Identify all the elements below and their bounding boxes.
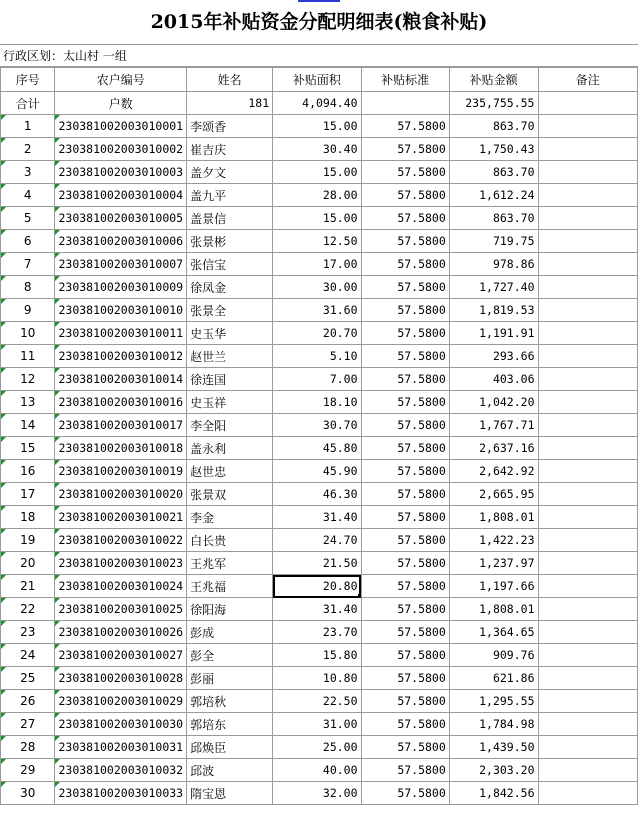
row-number-cell[interactable]: 4: [1, 184, 55, 207]
area-cell[interactable]: 10.80: [273, 667, 361, 690]
name-cell[interactable]: 邱波: [187, 759, 273, 782]
standard-cell[interactable]: 57.5800: [361, 230, 449, 253]
area-cell[interactable]: 31.40: [273, 506, 361, 529]
remark-cell[interactable]: [538, 667, 638, 690]
name-cell[interactable]: 王兆军: [187, 552, 273, 575]
table-row: [1, 529, 638, 552]
amount-cell[interactable]: 1,197.66: [449, 575, 538, 598]
amount-cell[interactable]: 2,642.92: [449, 460, 538, 483]
total-remark-cell[interactable]: [538, 92, 638, 115]
table-row: [1, 391, 638, 414]
remark-cell[interactable]: [538, 391, 638, 414]
amount-cell[interactable]: 863.70: [449, 115, 538, 138]
area-cell[interactable]: 12.50: [273, 230, 361, 253]
row-number-cell[interactable]: 17: [1, 483, 55, 506]
area-cell[interactable]: 17.00: [273, 253, 361, 276]
table-row: [1, 230, 638, 253]
amount-cell[interactable]: 1,808.01: [449, 598, 538, 621]
households-count-cell[interactable]: 181: [187, 92, 273, 115]
table-row: [1, 713, 638, 736]
name-cell[interactable]: 彭全: [187, 644, 273, 667]
table-row: [1, 575, 638, 598]
row-number-cell[interactable]: 18: [1, 506, 55, 529]
table-row: [1, 437, 638, 460]
amount-cell[interactable]: 1,042.20: [449, 391, 538, 414]
table-row: [1, 552, 638, 575]
remark-cell[interactable]: [538, 483, 638, 506]
amount-cell[interactable]: 863.70: [449, 207, 538, 230]
name-cell[interactable]: 赵世忠: [187, 460, 273, 483]
row-number-cell[interactable]: 14: [1, 414, 55, 437]
table-row: [1, 483, 638, 506]
row-number-cell[interactable]: 5: [1, 207, 55, 230]
remark-cell[interactable]: [538, 299, 638, 322]
name-cell[interactable]: 史玉华: [187, 322, 273, 345]
row-number-cell[interactable]: 19: [1, 529, 55, 552]
row-number-cell[interactable]: 1: [1, 115, 55, 138]
standard-cell[interactable]: 57.5800: [361, 322, 449, 345]
total-area-cell[interactable]: 4,094.40: [273, 92, 361, 115]
name-cell[interactable]: 赵世兰: [187, 345, 273, 368]
amount-cell[interactable]: 1,612.24: [449, 184, 538, 207]
name-cell[interactable]: 徐阳海: [187, 598, 273, 621]
row-number-cell[interactable]: 15: [1, 437, 55, 460]
standard-cell[interactable]: 57.5800: [361, 483, 449, 506]
table-row: [1, 322, 638, 345]
amount-cell[interactable]: 403.06: [449, 368, 538, 391]
table-row: [1, 736, 638, 759]
amount-cell[interactable]: 1,750.43: [449, 138, 538, 161]
header-cell-remark[interactable]: 备注: [538, 68, 638, 92]
area-cell[interactable]: 24.70: [273, 529, 361, 552]
area-cell[interactable]: 45.90: [273, 460, 361, 483]
row-number-cell[interactable]: 6: [1, 230, 55, 253]
household-id-cell[interactable]: 230381002003010011: [55, 322, 187, 345]
name-cell[interactable]: 王兆福: [187, 575, 273, 598]
table-row: [1, 759, 638, 782]
remark-cell[interactable]: [538, 368, 638, 391]
household-id-cell[interactable]: 230381002003010019: [55, 460, 187, 483]
page-title: 2015年补贴资金分配明细表(粮食补贴): [0, 0, 638, 45]
remark-cell[interactable]: [538, 598, 638, 621]
row-number-cell[interactable]: 30: [1, 782, 55, 805]
remark-cell[interactable]: [538, 690, 638, 713]
area-cell[interactable]: 32.00: [273, 782, 361, 805]
remark-cell[interactable]: [538, 207, 638, 230]
amount-cell[interactable]: 1,364.65: [449, 621, 538, 644]
area-cell[interactable]: 30.70: [273, 414, 361, 437]
row-number-cell[interactable]: 10: [1, 322, 55, 345]
area-cell[interactable]: 21.50: [273, 552, 361, 575]
remark-cell[interactable]: [538, 184, 638, 207]
standard-cell[interactable]: 57.5800: [361, 184, 449, 207]
household-id-cell[interactable]: 230381002003010014: [55, 368, 187, 391]
name-cell[interactable]: 李颂香: [187, 115, 273, 138]
name-cell[interactable]: 彭丽: [187, 667, 273, 690]
standard-cell[interactable]: 57.5800: [361, 138, 449, 161]
standard-cell[interactable]: 57.5800: [361, 782, 449, 805]
row-number-cell[interactable]: 29: [1, 759, 55, 782]
header-cell-id[interactable]: 农户编号: [55, 68, 187, 92]
header-cell-name[interactable]: 姓名: [187, 68, 273, 92]
row-number-cell[interactable]: 25: [1, 667, 55, 690]
header-cell-amount[interactable]: 补贴金额: [449, 68, 538, 92]
row-number-cell[interactable]: 13: [1, 391, 55, 414]
area-cell[interactable]: 20.80: [273, 575, 361, 598]
row-number-cell[interactable]: 3: [1, 161, 55, 184]
standard-cell[interactable]: 57.5800: [361, 391, 449, 414]
remark-cell[interactable]: [538, 782, 638, 805]
household-id-cell[interactable]: 230381002003010027: [55, 644, 187, 667]
name-cell[interactable]: 白长贵: [187, 529, 273, 552]
household-id-cell[interactable]: 230381002003010007: [55, 253, 187, 276]
remark-cell[interactable]: [538, 230, 638, 253]
household-id-cell[interactable]: 230381002003010024: [55, 575, 187, 598]
amount-cell[interactable]: 1,767.71: [449, 414, 538, 437]
row-number-cell[interactable]: 2: [1, 138, 55, 161]
household-id-cell[interactable]: 230381002003010010: [55, 299, 187, 322]
table-row: [1, 253, 638, 276]
area-cell[interactable]: 5.10: [273, 345, 361, 368]
household-id-cell[interactable]: 230381002003010003: [55, 161, 187, 184]
standard-cell[interactable]: 57.5800: [361, 115, 449, 138]
remark-cell[interactable]: [538, 253, 638, 276]
total-row: [1, 92, 638, 115]
household-id-cell[interactable]: 230381002003010009: [55, 276, 187, 299]
amount-cell[interactable]: 1,808.01: [449, 506, 538, 529]
table-row: [1, 667, 638, 690]
amount-cell[interactable]: 863.70: [449, 161, 538, 184]
name-cell[interactable]: 盖永利: [187, 437, 273, 460]
household-id-cell[interactable]: 230381002003010020: [55, 483, 187, 506]
name-cell[interactable]: 崔吉庆: [187, 138, 273, 161]
household-id-cell[interactable]: 230381002003010002: [55, 138, 187, 161]
region-label: 行政区划：太山村 一组: [0, 45, 638, 67]
area-cell[interactable]: 23.70: [273, 621, 361, 644]
amount-cell[interactable]: 1,191.91: [449, 322, 538, 345]
remark-cell[interactable]: [538, 414, 638, 437]
name-cell[interactable]: 隋宝恩: [187, 782, 273, 805]
row-number-cell[interactable]: 20: [1, 552, 55, 575]
area-cell[interactable]: 45.80: [273, 437, 361, 460]
standard-cell[interactable]: 57.5800: [361, 621, 449, 644]
amount-cell[interactable]: 1,422.23: [449, 529, 538, 552]
remark-cell[interactable]: [538, 759, 638, 782]
household-id-cell[interactable]: 230381002003010004: [55, 184, 187, 207]
household-id-cell[interactable]: 230381002003010022: [55, 529, 187, 552]
amount-cell[interactable]: 1,842.56: [449, 782, 538, 805]
standard-cell[interactable]: 57.5800: [361, 759, 449, 782]
area-cell[interactable]: 7.00: [273, 368, 361, 391]
row-number-cell[interactable]: 9: [1, 299, 55, 322]
standard-cell[interactable]: 57.5800: [361, 460, 449, 483]
area-cell[interactable]: 30.00: [273, 276, 361, 299]
standard-cell[interactable]: 57.5800: [361, 529, 449, 552]
row-number-cell[interactable]: 12: [1, 368, 55, 391]
table-row: [1, 207, 638, 230]
total-label-cell[interactable]: 合计: [1, 92, 55, 115]
name-cell[interactable]: 徐凤金: [187, 276, 273, 299]
standard-cell[interactable]: 57.5800: [361, 644, 449, 667]
household-id-cell[interactable]: 230381002003010023: [55, 552, 187, 575]
standard-cell[interactable]: 57.5800: [361, 598, 449, 621]
remark-cell[interactable]: [538, 138, 638, 161]
row-number-cell[interactable]: 16: [1, 460, 55, 483]
table-row: [1, 644, 638, 667]
remark-cell[interactable]: [538, 115, 638, 138]
standard-cell[interactable]: 57.5800: [361, 575, 449, 598]
standard-cell[interactable]: 57.5800: [361, 667, 449, 690]
name-cell[interactable]: 李全阳: [187, 414, 273, 437]
standard-cell[interactable]: 57.5800: [361, 368, 449, 391]
table-row: [1, 782, 638, 805]
household-id-cell[interactable]: 230381002003010012: [55, 345, 187, 368]
remark-cell[interactable]: [538, 644, 638, 667]
name-cell[interactable]: 彭成: [187, 621, 273, 644]
table-row: [1, 621, 638, 644]
table-row: [1, 506, 638, 529]
remark-cell[interactable]: [538, 713, 638, 736]
name-cell[interactable]: 盖九平: [187, 184, 273, 207]
household-id-cell[interactable]: 230381002003010029: [55, 690, 187, 713]
name-cell[interactable]: 郭培秋: [187, 690, 273, 713]
amount-cell[interactable]: 978.86: [449, 253, 538, 276]
name-cell[interactable]: 张景彬: [187, 230, 273, 253]
household-id-cell[interactable]: 230381002003010021: [55, 506, 187, 529]
name-cell[interactable]: 盖夕文: [187, 161, 273, 184]
amount-cell[interactable]: 1,295.55: [449, 690, 538, 713]
row-number-cell[interactable]: 23: [1, 621, 55, 644]
name-cell[interactable]: 盖景信: [187, 207, 273, 230]
standard-cell[interactable]: 57.5800: [361, 736, 449, 759]
household-id-cell[interactable]: 230381002003010030: [55, 713, 187, 736]
amount-cell[interactable]: 1,819.53: [449, 299, 538, 322]
area-cell[interactable]: 28.00: [273, 184, 361, 207]
table-row: [1, 690, 638, 713]
remark-cell[interactable]: [538, 552, 638, 575]
amount-cell[interactable]: 293.66: [449, 345, 538, 368]
remark-cell[interactable]: [538, 345, 638, 368]
name-cell[interactable]: 徐连国: [187, 368, 273, 391]
remark-cell[interactable]: [538, 322, 638, 345]
household-id-cell[interactable]: 230381002003010018: [55, 437, 187, 460]
standard-cell[interactable]: 57.5800: [361, 207, 449, 230]
household-id-cell[interactable]: 230381002003010005: [55, 207, 187, 230]
table-row: [1, 276, 638, 299]
amount-cell[interactable]: 621.86: [449, 667, 538, 690]
area-cell[interactable]: 31.60: [273, 299, 361, 322]
standard-cell[interactable]: 57.5800: [361, 690, 449, 713]
household-id-cell[interactable]: 230381002003010031: [55, 736, 187, 759]
table-row: [1, 368, 638, 391]
header-cell-standard[interactable]: 补贴标准: [361, 68, 449, 92]
standard-cell[interactable]: 57.5800: [361, 345, 449, 368]
remark-cell[interactable]: [538, 621, 638, 644]
area-cell[interactable]: 46.30: [273, 483, 361, 506]
standard-cell[interactable]: 57.5800: [361, 161, 449, 184]
table-row: [1, 299, 638, 322]
table-row: [1, 184, 638, 207]
area-cell[interactable]: 18.10: [273, 391, 361, 414]
area-cell[interactable]: 25.00: [273, 736, 361, 759]
amount-cell[interactable]: 1,237.97: [449, 552, 538, 575]
standard-cell[interactable]: 57.5800: [361, 253, 449, 276]
remark-cell[interactable]: [538, 736, 638, 759]
remark-cell[interactable]: [538, 161, 638, 184]
header-cell-no[interactable]: 序号: [1, 68, 55, 92]
table-row: [1, 460, 638, 483]
name-cell[interactable]: 郭培东: [187, 713, 273, 736]
row-number-cell[interactable]: 26: [1, 690, 55, 713]
name-cell[interactable]: 邱焕臣: [187, 736, 273, 759]
table-row: [1, 161, 638, 184]
household-id-cell[interactable]: 230381002003010028: [55, 667, 187, 690]
amount-cell[interactable]: 1,784.98: [449, 713, 538, 736]
subsidy-table: [0, 67, 638, 805]
row-number-cell[interactable]: 22: [1, 598, 55, 621]
row-number-cell[interactable]: 24: [1, 644, 55, 667]
standard-cell[interactable]: 57.5800: [361, 552, 449, 575]
row-number-cell[interactable]: 21: [1, 575, 55, 598]
household-id-cell[interactable]: 230381002003010017: [55, 414, 187, 437]
name-cell[interactable]: 张景双: [187, 483, 273, 506]
area-cell[interactable]: 20.70: [273, 322, 361, 345]
name-cell[interactable]: 李金: [187, 506, 273, 529]
amount-cell[interactable]: 1,727.40: [449, 276, 538, 299]
remark-cell[interactable]: [538, 276, 638, 299]
standard-cell[interactable]: 57.5800: [361, 713, 449, 736]
standard-cell[interactable]: 57.5800: [361, 299, 449, 322]
standard-cell[interactable]: 57.5800: [361, 506, 449, 529]
remark-cell[interactable]: [538, 460, 638, 483]
table-row: [1, 138, 638, 161]
row-number-cell[interactable]: 11: [1, 345, 55, 368]
remark-cell[interactable]: [538, 575, 638, 598]
remark-cell[interactable]: [538, 529, 638, 552]
area-cell[interactable]: 15.00: [273, 207, 361, 230]
household-id-cell[interactable]: 230381002003010016: [55, 391, 187, 414]
standard-cell[interactable]: 57.5800: [361, 414, 449, 437]
amount-cell[interactable]: 2,637.16: [449, 437, 538, 460]
households-label-cell[interactable]: 户数: [55, 92, 187, 115]
amount-cell[interactable]: 909.76: [449, 644, 538, 667]
header-cell-area[interactable]: 补贴面积: [273, 68, 361, 92]
standard-cell[interactable]: 57.5800: [361, 437, 449, 460]
total-standard-cell[interactable]: [361, 92, 449, 115]
amount-cell[interactable]: 719.75: [449, 230, 538, 253]
remark-cell[interactable]: [538, 506, 638, 529]
area-cell[interactable]: 40.00: [273, 759, 361, 782]
standard-cell[interactable]: 57.5800: [361, 276, 449, 299]
household-id-cell[interactable]: 230381002003010001: [55, 115, 187, 138]
total-amount-cell[interactable]: 235,755.55: [449, 92, 538, 115]
area-cell[interactable]: 31.40: [273, 598, 361, 621]
table-row: [1, 414, 638, 437]
area-cell[interactable]: 15.00: [273, 115, 361, 138]
area-cell[interactable]: 15.00: [273, 161, 361, 184]
row-number-cell[interactable]: 7: [1, 253, 55, 276]
amount-cell[interactable]: 2,665.95: [449, 483, 538, 506]
area-cell[interactable]: 31.00: [273, 713, 361, 736]
table-row: [1, 345, 638, 368]
household-id-cell[interactable]: 230381002003010033: [55, 782, 187, 805]
row-number-cell[interactable]: 27: [1, 713, 55, 736]
name-cell[interactable]: 张信宝: [187, 253, 273, 276]
area-cell[interactable]: 15.80: [273, 644, 361, 667]
household-id-cell[interactable]: 230381002003010025: [55, 598, 187, 621]
header-row: [1, 68, 638, 92]
name-cell[interactable]: 史玉祥: [187, 391, 273, 414]
household-id-cell[interactable]: 230381002003010006: [55, 230, 187, 253]
amount-cell[interactable]: 1,439.50: [449, 736, 538, 759]
remark-cell[interactable]: [538, 437, 638, 460]
household-id-cell[interactable]: 230381002003010026: [55, 621, 187, 644]
area-cell[interactable]: 22.50: [273, 690, 361, 713]
area-cell[interactable]: 30.40: [273, 138, 361, 161]
amount-cell[interactable]: 2,303.20: [449, 759, 538, 782]
name-cell[interactable]: 张景全: [187, 299, 273, 322]
table-row: [1, 115, 638, 138]
row-number-cell[interactable]: 28: [1, 736, 55, 759]
household-id-cell[interactable]: 230381002003010032: [55, 759, 187, 782]
row-number-cell[interactable]: 8: [1, 276, 55, 299]
table-row: [1, 598, 638, 621]
